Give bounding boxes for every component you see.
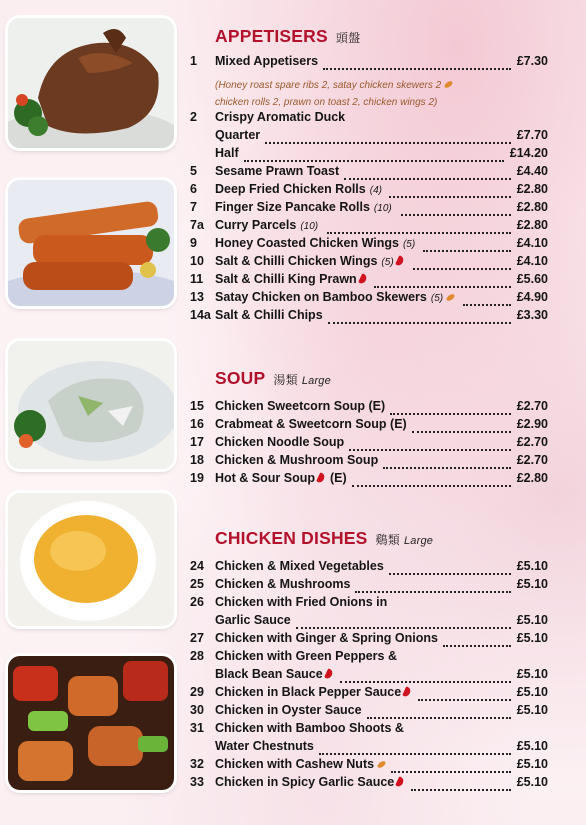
item-name-text: Crispy Aromatic Duck — [215, 110, 346, 124]
item-number: 17 — [190, 435, 204, 449]
item-name — [215, 631, 438, 645]
item-name — [215, 453, 378, 467]
item-number: 24 — [190, 559, 204, 573]
item-price: £5.10 — [516, 577, 548, 591]
nut-icon — [446, 293, 456, 302]
item-name-text: Curry Parcels — [215, 218, 297, 232]
appetisers-title-zh: 頭盤 — [335, 31, 361, 45]
item-quantity-note: (4) — [369, 185, 382, 196]
item-price: £5.10 — [516, 667, 548, 681]
menu-item-chicken-30-chicken-in-oyster-sauce — [0, 703, 586, 721]
item-name — [215, 685, 410, 699]
item-name-text: Chicken with Fried Onions in — [215, 595, 388, 609]
nut-icon — [444, 80, 454, 89]
item-number: 11 — [190, 272, 204, 286]
item-number: 25 — [190, 577, 204, 591]
item-price: £5.60 — [516, 272, 548, 286]
item-name-text: Chicken Sweetcorn Soup (E) — [215, 399, 386, 413]
item-name-text: Salt & Chilli King Prawn — [215, 272, 357, 286]
item-number: 13 — [190, 290, 204, 304]
soup-size-label: Large — [301, 375, 331, 387]
chicken-size-label: Large — [403, 535, 434, 547]
item-name-text: Satay Chicken on Bamboo Skewers — [215, 290, 427, 304]
item-name — [215, 667, 332, 681]
item-number: 7 — [190, 200, 197, 214]
item-name — [215, 757, 386, 771]
menu-item-chicken-sub-water-chestnuts — [0, 739, 586, 757]
item-price: £5.10 — [516, 613, 548, 627]
item-number: 2 — [190, 110, 197, 124]
item-name-text: Hot & Sour Soup — [215, 471, 315, 485]
item-name-text: Chicken with Bamboo Shoots & — [215, 721, 404, 735]
item-name-text: Chicken & Mixed Vegetables — [215, 559, 384, 573]
item-price: £2.70 — [516, 399, 548, 413]
dot-leader — [418, 685, 511, 701]
item-name-text: Chicken with Cashew Nuts — [215, 757, 375, 771]
chilli-icon — [395, 776, 405, 788]
item-name-text: Black Bean Sauce — [215, 667, 323, 681]
item-number: 31 — [190, 721, 204, 735]
item-number: 10 — [190, 254, 204, 268]
dot-leader — [328, 308, 511, 324]
item-name — [215, 471, 347, 485]
item-price: £5.10 — [516, 631, 548, 645]
dot-leader — [383, 453, 511, 469]
item-name — [215, 435, 344, 449]
menu-item-soup-15-chicken-sweetcorn-soup-e — [0, 399, 586, 417]
item-number: 1 — [190, 54, 197, 68]
menu-item-soup-18-chicken-mushroom-soup — [0, 453, 586, 471]
item-number: 6 — [190, 182, 197, 196]
soup-title: SOUP — [215, 368, 266, 388]
menu-item-chicken-26-chicken-with-fried-onions-in — [0, 595, 586, 613]
menu-item-appetisers-5-sesame-prawn-toast — [0, 164, 586, 182]
menu-item-appetisers-11-salt-chilli-king-prawn — [0, 272, 586, 290]
item-price: £5.10 — [516, 775, 548, 789]
menu-item-appetisers-10-salt-chilli-chicken-wings — [0, 254, 586, 272]
chilli-icon — [402, 686, 412, 698]
item-name-text: Water Chestnuts — [215, 739, 314, 753]
item-number: 30 — [190, 703, 204, 717]
menu-item-appetisers-1-mixed-appetisers — [0, 54, 586, 72]
dot-leader — [265, 128, 511, 144]
menu-item-chicken-33-chicken-in-spicy-garlic-sauce — [0, 775, 586, 793]
nut-icon — [376, 760, 386, 769]
chicken-title-zh: 鷄類 — [375, 533, 400, 547]
dot-leader — [349, 435, 511, 451]
chilli-icon — [358, 273, 368, 285]
dot-leader — [323, 54, 511, 70]
item-number: 14a — [190, 308, 211, 322]
item-name — [215, 254, 403, 268]
item-name — [215, 290, 455, 304]
item-name-text: Garlic Sauce — [215, 613, 291, 627]
menu-item-appetisers-13-satay-chicken-on-bamboo-skewers — [0, 290, 586, 308]
item-name-text: Chicken in Oyster Sauce — [215, 703, 362, 717]
dot-leader — [367, 703, 511, 719]
soup-title-zh: 湯類 — [273, 373, 298, 387]
item-name — [215, 775, 403, 789]
item-number: 15 — [190, 399, 204, 413]
dot-leader — [389, 182, 511, 198]
menu-item-appetisers-7a-curry-parcels — [0, 218, 586, 236]
item-name — [215, 200, 392, 214]
item-name-text: Quarter — [215, 128, 261, 142]
item-price: £4.90 — [516, 290, 548, 304]
chilli-icon — [324, 668, 334, 680]
item-name — [215, 164, 339, 178]
item-name-text: Chicken in Black Pepper Sauce — [215, 685, 402, 699]
mixed-appetisers-desc-line1: (Honey roast spare ribs 2, satay chicken skewers 2 — [215, 80, 453, 91]
item-price: £5.10 — [516, 559, 548, 573]
item-price: £2.80 — [516, 471, 548, 485]
item-price: £5.10 — [516, 703, 548, 717]
menu-item-chicken-sub-garlic-sauce — [0, 613, 586, 631]
item-number: 33 — [190, 775, 204, 789]
item-name-text: Chicken Noodle Soup — [215, 435, 345, 449]
item-number: 26 — [190, 595, 204, 609]
item-number: 9 — [190, 236, 197, 250]
item-name — [215, 146, 239, 160]
chicken-title: CHICKEN DISHES — [215, 528, 368, 548]
menu-item-chicken-32-chicken-with-cashew-nuts — [0, 757, 586, 775]
dot-leader — [412, 417, 511, 433]
item-quantity-note: (5) — [402, 239, 416, 250]
item-name-text: Mixed Appetisers — [215, 54, 319, 68]
item-name — [215, 182, 382, 196]
menu-item-chicken-28-chicken-with-green-peppers — [0, 649, 586, 667]
item-name — [215, 218, 318, 232]
item-name-text: Deep Fried Chicken Rolls — [215, 182, 366, 196]
dot-leader — [355, 577, 511, 593]
item-name — [215, 399, 385, 413]
item-name-text: Salt & Chilli Chicken Wings — [215, 254, 378, 268]
menu-item-appetisers-2-crispy-aromatic-duck — [0, 110, 586, 128]
item-price: £2.80 — [516, 200, 548, 214]
item-number: 5 — [190, 164, 197, 178]
soup-heading — [215, 368, 331, 389]
item-price: £4.10 — [516, 254, 548, 268]
item-name — [215, 272, 366, 286]
menu-item-chicken-sub-black-bean-sauce — [0, 667, 586, 685]
item-price: £3.30 — [516, 308, 548, 322]
item-name — [215, 128, 260, 142]
dot-leader — [327, 218, 511, 234]
dot-leader — [374, 272, 511, 288]
dot-leader — [443, 631, 511, 647]
appetisers-title: APPETISERS — [215, 26, 328, 46]
item-number: 19 — [190, 471, 204, 485]
item-price: £2.80 — [516, 182, 548, 196]
item-name — [215, 739, 314, 753]
menu-item-chicken-31-chicken-with-bamboo-shoots — [0, 721, 586, 739]
dot-leader — [411, 775, 511, 791]
item-name-text: Half — [215, 146, 239, 160]
dot-leader — [244, 146, 504, 162]
dot-leader — [389, 559, 511, 575]
dot-leader — [401, 200, 511, 216]
item-name-text: Honey Coasted Chicken Wings — [215, 236, 399, 250]
item-suffix: (E) — [330, 471, 347, 485]
item-price: £4.40 — [516, 164, 548, 178]
item-name — [215, 54, 318, 68]
item-name — [215, 110, 345, 124]
item-price: £7.70 — [516, 128, 548, 142]
item-quantity-note: (10) — [300, 221, 319, 232]
mixed-appetisers-desc-line2: chicken rolls 2, prawn on toast 2, chicken wings 2) — [215, 97, 438, 108]
item-number: 32 — [190, 757, 204, 771]
menu-item-soup-19-hot-sour-soup — [0, 471, 586, 489]
item-name — [215, 613, 291, 627]
item-quantity-note: (5) — [430, 293, 444, 304]
menu-item-appetisers-sub-half — [0, 146, 586, 164]
item-quantity-note: (10) — [373, 203, 392, 214]
item-number: 28 — [190, 649, 204, 663]
item-price: £4.10 — [516, 236, 548, 250]
chilli-icon — [316, 472, 326, 484]
item-price: £5.10 — [516, 739, 548, 753]
item-name — [215, 703, 362, 717]
menu-item-chicken-25-chicken-mushrooms — [0, 577, 586, 595]
item-price: £2.80 — [516, 218, 548, 232]
appetisers-heading — [215, 26, 360, 47]
dot-leader — [413, 254, 511, 270]
item-number: 16 — [190, 417, 204, 431]
item-name — [215, 417, 407, 431]
menu-item-appetisers-14a-salt-chilli-chips — [0, 308, 586, 326]
item-number: 29 — [190, 685, 204, 699]
dot-leader — [391, 757, 511, 773]
item-name-text: Salt & Chilli Chips — [215, 308, 323, 322]
item-price: £5.10 — [516, 757, 548, 771]
item-price: £2.70 — [516, 453, 548, 467]
menu-item-appetisers-sub-quarter — [0, 128, 586, 146]
item-name-text: Chicken with Green Peppers & — [215, 649, 397, 663]
item-name-text: Finger Size Pancake Rolls — [215, 200, 370, 214]
dot-leader — [296, 613, 511, 629]
dot-leader — [352, 471, 511, 487]
menu-item-appetisers-9-honey-coasted-chicken-wings — [0, 236, 586, 254]
item-name — [215, 649, 397, 663]
item-name — [215, 308, 323, 322]
dot-leader — [423, 236, 511, 252]
chicken-heading — [215, 528, 433, 549]
menu-item-soup-17-chicken-noodle-soup — [0, 435, 586, 453]
menu-item-appetisers-7-finger-size-pancake-rolls — [0, 200, 586, 218]
chilli-icon — [395, 255, 405, 267]
item-name-text: Chicken & Mushrooms — [215, 577, 351, 591]
item-number: 7a — [190, 218, 204, 232]
item-quantity-note: (5) — [381, 257, 394, 268]
item-name-text: Sesame Prawn Toast — [215, 164, 340, 178]
item-price: £2.70 — [516, 435, 548, 449]
dot-leader — [340, 667, 511, 683]
item-name — [215, 559, 384, 573]
item-price: £5.10 — [516, 685, 548, 699]
item-name-text: Chicken in Spicy Garlic Sauce — [215, 775, 395, 789]
dot-leader — [344, 164, 511, 180]
menu-item-appetisers-6-deep-fried-chicken-rolls — [0, 182, 586, 200]
item-name-text: Chicken & Mushroom Soup — [215, 453, 379, 467]
dot-leader — [463, 290, 511, 306]
menu-item-soup-16-crabmeat-sweetcorn-soup-e — [0, 417, 586, 435]
item-number: 27 — [190, 631, 204, 645]
item-price: £14.20 — [509, 146, 548, 160]
menu-item-chicken-27-chicken-with-ginger-spring-onions — [0, 631, 586, 649]
dot-leader — [319, 739, 511, 755]
menu-item-chicken-24-chicken-mixed-vegetables — [0, 559, 586, 577]
item-name-text: Crabmeat & Sweetcorn Soup (E) — [215, 417, 407, 431]
item-name — [215, 577, 350, 591]
item-price: £7.30 — [516, 54, 548, 68]
item-name-text: Chicken with Ginger & Spring Onions — [215, 631, 438, 645]
dot-leader — [390, 399, 511, 415]
item-number: 18 — [190, 453, 204, 467]
item-name — [215, 721, 404, 735]
item-name — [215, 595, 387, 609]
item-price: £2.90 — [516, 417, 548, 431]
menu-item-chicken-29-chicken-in-black-pepper-sauce — [0, 685, 586, 703]
item-name — [215, 236, 415, 250]
